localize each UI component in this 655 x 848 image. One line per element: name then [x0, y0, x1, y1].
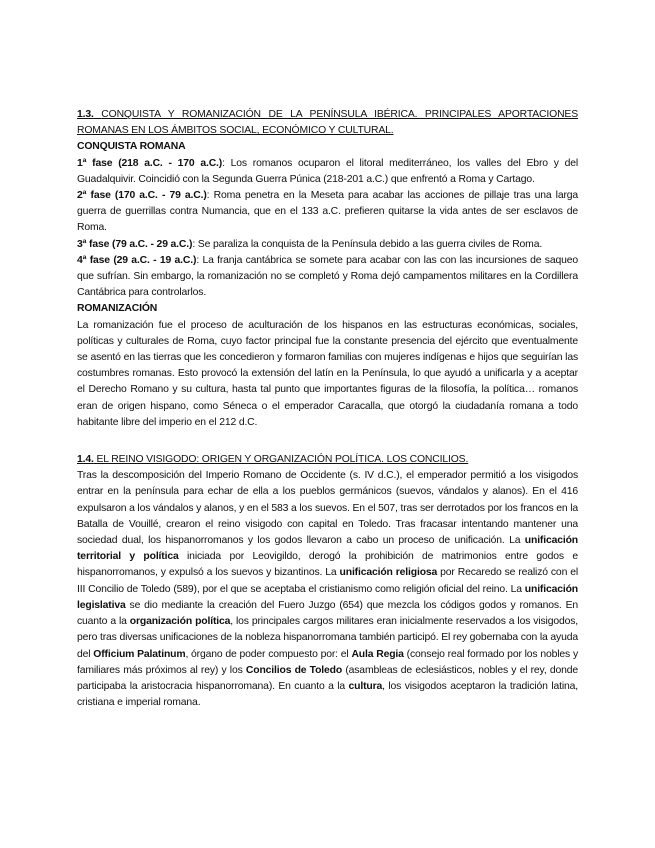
- section-number: 1.3.: [77, 109, 94, 120]
- emphasis-text: organización política: [129, 616, 231, 628]
- phase-paragraph: [77, 188, 578, 237]
- body-text: (consejo real formado por los nobles y familiares más próximos al rey) y los: [77, 648, 578, 676]
- phase-dates: (170 a.C. - 79 a.C.): [114, 190, 207, 202]
- body-text: (asambleas de eclesiásticos, nobles y el rey, donde participaba la aristocracia hispanorromana). En cuanto a la: [77, 664, 578, 692]
- phase-text: : Se paraliza la conquista de la Península debido a las guerra civiles de Roma.: [192, 238, 543, 250]
- body-text: se dio mediante la creación del Fuero Juzgo (654) que mezcla los códigos godos y romanos. En cuanto a la: [77, 599, 578, 628]
- phase-dates: (29 a.C. - 19 a.C.): [113, 254, 197, 266]
- phase-dates: (218 a.C. - 170 a.C.): [118, 157, 223, 169]
- phase-label: 2ª fase: [77, 190, 111, 202]
- phase-paragraph: [77, 253, 578, 302]
- phase-paragraph: [77, 237, 578, 253]
- phase-text: : Roma penetra en la Meseta para acabar las acciones de pillaje tras una larga guerra de guerrillas contra Numancia, que en el 133 a.C. prefieren quitarse la vida antes de ser esclavos de Roma.: [77, 190, 579, 234]
- body-text: iniciada por Leovigildo, derogó la prohibición de matrimonios entre godos e hispanorromanos, y expulsó a los suevos y bizantinos. La: [77, 551, 578, 579]
- romanization-paragraph: La romanización fue el proceso de aculturación de los hispanos en las estructuras económicas, sociales, políticas y culturales de Roma, cuyo factor principal fue la constante presencia del ejército que eventualmente se asentó en las tierras que les concedieron y formaron familias con mujeres indígenas e hijos que seguirían las costumbres romanas. Esto provocó la extensión del latín en la Península, lo que ayudó a unificarla y a aceptar el Derecho Romano y su cultura, hasta tal punto que importantes figuras de la filosofía, la política… romanos eran de origen hispano, como Séneca o el emperador Caracalla, que otorgó la ciudadanía romana a todo habitante libre del imperio en el 212 d.C.: [77, 319, 578, 428]
- section-number: 1.4.: [77, 454, 94, 466]
- phase-label: 4ª fase: [77, 254, 110, 266]
- emphasis-text: unificación religiosa: [339, 567, 438, 579]
- emphasis-text: unificación legislativa: [77, 583, 578, 611]
- subheading-romanizacion: ROMANIZACIÓN: [77, 303, 158, 315]
- phase-label: 1ª fase: [77, 157, 113, 169]
- phase-text: : Los romanos ocuparon el litoral mediterráneo, los valles del Ebro y del Guadalquivir. Coincidió con la Segunda Guerra Púnica (218-201 a.C.) que enfrentó a Roma y Cartago.: [77, 157, 578, 185]
- body-text: Tras la descomposición del Imperio Romano de Occidente (s. IV d.C.), el emperador permitió a los visigodos entrar en la península para echar de ella a los pueblos germánicos (suevos, vándalos y alanos). En el 416 expulsaron a los vándalos y alanos, y en el 583 a los suevos. En el 507, tras ser derrotados por los francos en la Batalla de Vouillé, crearon el reino visigodo con capital en Toledo. Tras fracasar intentando mantener una sociedad dual, los hispanorromanos y los godos llevaron a cabo un proceso de unificación. La: [77, 470, 579, 547]
- body-text: , los visigodos aceptaron la tradición latina, cristiana e imperial romana.: [77, 680, 578, 709]
- body-text: , los principales cargos militares eran inicialmente reservados a los visigodos, pero tras diversas unificaciones de la nobleza hispanorromana también participó. El rey gobernaba con la ayuda del: [77, 616, 578, 660]
- phase-text: : La franja cantábrica se somete para acabar con las con las incursiones de saqueo que sufrían. Sin embargo, la romanización no se completó y Roma dejó campamentos militares en la Cordillera Cantábrica para controlarlos.: [77, 254, 578, 299]
- body-text: por Recaredo se realizó con el III Concilio de Toledo (589), por el que se aceptaba el cristianismo como religión oficial del reino. La: [77, 567, 578, 595]
- section-heading-1-4: [77, 452, 578, 468]
- emphasis-text: Officium Palatinum: [93, 648, 186, 660]
- body-text: , órgano de poder compuesto por: el: [185, 648, 352, 660]
- phase-dates: (79 a.C. - 29 a.C.): [112, 238, 193, 250]
- phase-paragraph: [77, 156, 578, 188]
- phase-label: 3ª fase: [77, 238, 110, 250]
- subheading-conquista: CONQUISTA ROMANA: [77, 141, 186, 153]
- section-heading-1-3: [77, 107, 578, 139]
- section-title: EL REINO VISIGODO: ORIGEN Y ORGANIZACIÓN POLÍTICA. LOS CONCILIOS.: [96, 454, 469, 466]
- emphasis-text: Aula Regia: [351, 648, 404, 660]
- section-title: CONQUISTA Y ROMANIZACIÓN DE LA PENÍNSULA IBÉRICA. PRINCIPALES APORTACIONES ROMANAS EN LOS ÁMBITOS SOCIAL, ECONÓMICO Y CULTURAL.: [77, 109, 578, 137]
- emphasis-text: unificación territorial y política: [77, 535, 578, 563]
- document-content: [77, 107, 578, 711]
- emphasis-text: Concilios de Toledo: [245, 664, 343, 676]
- section-spacer: [77, 431, 578, 452]
- emphasis-text: cultura: [348, 680, 383, 692]
- visigoth-paragraph: [77, 468, 578, 711]
